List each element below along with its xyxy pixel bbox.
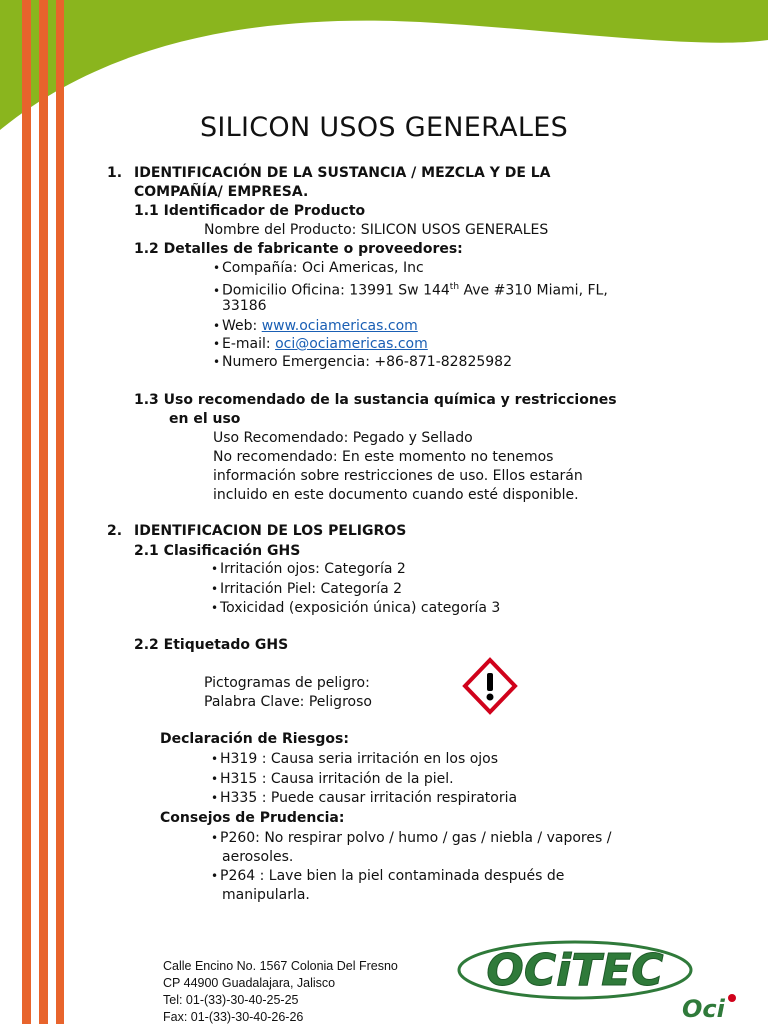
web-label: Web: [222,318,262,334]
precautionary-title: Consejos de Prudencia: [160,810,345,826]
section1-heading-line1: IDENTIFICACIÓN DE LA SUSTANCIA / MEZCLA Y DE LA [134,165,551,181]
classification-item: • Irritación ojos: Categoría 2 [211,560,406,579]
hazard-statements-title: Declaración de Riesgos: [160,731,349,747]
pictograms-label: Pictogramas de peligro: [204,675,370,691]
left-stripe-1 [22,0,31,1024]
p260-line1: • P260: No respirar polvo / humo / gas / niebla / vapores / [211,829,611,848]
emergency-item: • Numero Emergencia: +86-871-82825982 [213,353,512,372]
signal-word: Palabra Clave: Peligroso [204,694,372,710]
subsection-2-2-title: 2.2 Etiquetado GHS [134,637,289,653]
address-sup: th [449,282,460,292]
not-recommended-line3: incluido en este documento cuando esté disponible. [213,487,579,503]
document-title: SILICON USOS GENERALES [199,112,569,143]
address-post: Ave #310 Miami, FL, [459,282,608,299]
section1-number: 1. [107,165,123,181]
hazard-item: • H335 : Puede causar irritación respiratoria [211,789,517,808]
left-stripe-3 [56,0,64,1024]
left-stripe-2 [39,0,48,1024]
footer-address1: Calle Encino No. 1567 Colonia Del Fresno [163,959,398,973]
p260-line2: aerosoles. [222,849,294,865]
p264-line2: manipularla. [222,887,310,903]
not-recommended-line1: No recomendado: En este momento no tenemos [213,449,554,465]
subsection-1-3-title-line2: en el uso [169,411,241,427]
footer-fax: Fax: 01-(33)-30-40-26-26 [163,1010,304,1024]
oci-logo [680,990,740,1024]
classification-item: • Irritación Piel: Categoría 2 [211,580,402,599]
section1-heading-line2: COMPAÑÍA/ EMPRESA. [134,184,309,200]
footer-tel: Tel: 01-(33)-30-40-25-25 [163,993,299,1007]
company-item: • Compañía: Oci Americas, Inc [213,259,424,278]
hazard-item: • H319 : Causa seria irritación en los ojos [211,750,498,769]
subsection-1-2-title: 1.2 Detalles de fabricante o proveedores: [134,241,463,257]
not-recommended-line2: información sobre restricciones de uso. Ellos estarán [213,468,583,484]
ocitec-logo-text: OCiTEC [486,945,664,996]
oci-logo-text: Oci [682,995,725,1023]
product-name-line: Nombre del Producto: SILICON USOS GENERALES [204,222,549,238]
ocitec-logo [455,940,695,1006]
email-label: E-mail: [222,336,276,352]
email-link[interactable]: oci@ociamericas.com [275,336,428,352]
classification-item: • Toxicidad (exposición única) categoría 3 [211,599,500,618]
subsection-1-1-title: 1.1 Identificador de Producto [134,203,366,219]
web-link[interactable]: www.ociamericas.com [261,318,418,334]
subsection-2-1-title: 2.1 Clasificación GHS [134,543,301,559]
subsection-1-3-title-line1: 1.3 Uso recomendado de la sustancia química y restricciones [134,392,617,408]
section2-heading: IDENTIFICACION DE LOS PELIGROS [134,523,407,539]
section2-number: 2. [107,523,123,539]
address-line2: 33186 [222,298,267,314]
p264-line1: • P264 : Lave bien la piel contaminada después de [211,867,564,886]
footer-address-block [163,958,398,1026]
hazard-item: • H315 : Causa irritación de la piel. [211,770,454,789]
address-pre: Domicilio Oficina: 13991 Sw 144 [222,282,450,299]
footer-address2: CP 44900 Guadalajara, Jalisco [163,976,336,990]
address-item [213,278,608,301]
recommended-use: Uso Recomendado: Pegado y Sellado [213,430,473,446]
web-item [213,317,418,336]
ghs-exclamation-icon [462,657,518,715]
email-item [213,335,428,354]
